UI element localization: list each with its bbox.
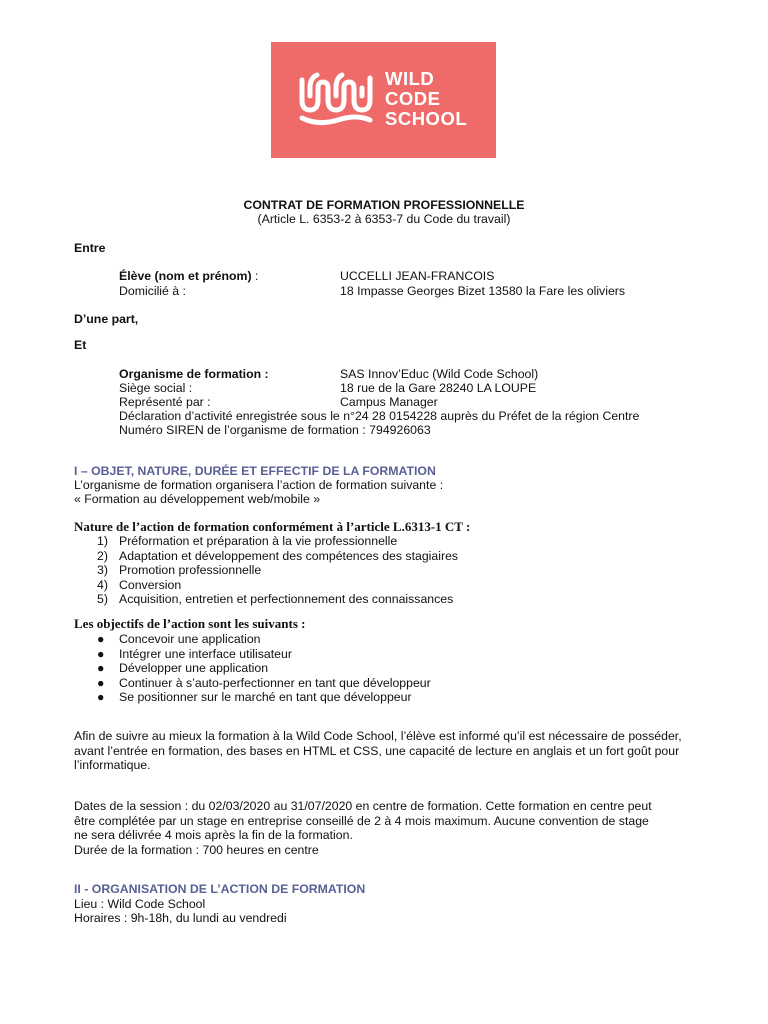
dates-line-3: ne sera délivrée 4 mois après la fin de la formation. <box>74 828 353 842</box>
logo-wordmark <box>385 69 467 129</box>
objectifs-list <box>97 632 431 705</box>
list-item: 1) Préformation et préparation à la vie professionnelle <box>97 534 398 548</box>
represente-value: Campus Manager <box>340 395 438 409</box>
list-item: ● Intégrer une interface utilisateur <box>97 646 292 661</box>
prerequisites-paragraph: Afin de suivre au mieux la formation à la Wild Code School, l’élève est informé qu’il est nécessaire de posséder, avant l’entrée en formation, des bases en HTML et CSS, une capacité de lecture en anglais et un fort goût pour l’informatique. <box>74 729 682 772</box>
horaires-line: Horaires : 9h-18h, du lundi au vendredi <box>74 911 287 925</box>
declaration-line: Déclaration d’activité enregistrée sous le n°24 28 0154228 auprès du Préfet de la région Centre <box>119 409 640 423</box>
dune-part-label: D’une part, <box>74 312 139 326</box>
student-address-value: 18 Impasse Georges Bizet 13580 la Fare les oliviers <box>340 284 626 298</box>
student-name-value: UCCELLI JEAN-FRANCOIS <box>340 269 495 283</box>
section-1-line-1: L’organisme de formation organisera l’action de formation suivante : <box>74 478 444 492</box>
student-address-label: Domicilié à : <box>119 284 186 298</box>
organisme-label: Organisme de formation : <box>119 367 269 381</box>
logo-line-3: SCHOOL <box>385 108 468 129</box>
duree-line: Durée de la formation : 700 heures en centre <box>74 843 319 857</box>
list-item: ● Se positionner sur le marché en tant que développeur <box>97 690 412 704</box>
list-item: 5) Acquisition, entretien et perfectionnement des connaissances <box>97 592 454 606</box>
contract-subtitle: (Article L. 6353-2 à 6353-7 du Code du travail) <box>257 212 511 226</box>
section-2-heading: II - ORGANISATION DE L’ACTION DE FORMATION <box>74 882 366 896</box>
nature-list <box>97 534 458 607</box>
bullet-icon: ● <box>97 646 105 661</box>
bullet-icon: ● <box>97 661 105 675</box>
bullet-icon: ● <box>97 632 105 646</box>
contract-title: CONTRAT DE FORMATION PROFESSIONNELLE <box>243 198 525 212</box>
organisme-value: SAS Innov’Educ (Wild Code School) <box>340 367 539 381</box>
list-item: ● Développer une application <box>97 661 269 675</box>
entre-label: Entre <box>74 241 106 255</box>
list-item: ● Concevoir une application <box>97 632 261 646</box>
lieu-line: Lieu : Wild Code School <box>74 897 206 911</box>
list-item: 4) Conversion <box>97 577 182 592</box>
dates-line-1: Dates de la session : du 02/03/2020 au 31/07/2020 en centre de formation. Cette formation en centre peut <box>74 799 652 813</box>
wild-code-school-logo <box>271 42 496 158</box>
siren-line: Numéro SIREN de l’organisme de formation : 794926063 <box>119 423 431 437</box>
logo-line-2: CODE <box>385 88 441 109</box>
nature-heading: Nature de l’action de formation conformément à l’article L.6313-1 CT : <box>74 519 471 534</box>
student-name-label-text: Élève (nom et prénom) <box>119 269 252 283</box>
section-1-heading: I – OBJET, NATURE, DURÉE ET EFFECTIF DE LA FORMATION <box>74 464 436 478</box>
list-item: 3) Promotion professionnelle <box>97 563 262 577</box>
section-1-line-2: « Formation au développement web/mobile » <box>74 492 321 506</box>
dates-line-2: être complétée par un stage en entreprise conseillé de 2 à 4 mois maximum. Aucune convention de stage <box>74 814 649 828</box>
et-label: Et <box>74 338 87 352</box>
wcs-wave-icon <box>298 70 380 130</box>
siege-value: 18 rue de la Gare 28240 LA LOUPE <box>340 381 537 395</box>
student-name-label <box>119 269 258 284</box>
bullet-icon: ● <box>97 690 105 704</box>
list-item: 2) Adaptation et développement des compétences des stagiaires <box>97 548 459 563</box>
bullet-icon: ● <box>97 675 105 690</box>
represente-label: Représenté par : <box>119 395 211 409</box>
logo-line-1: WILD <box>385 68 435 89</box>
student-name-colon: : <box>251 269 259 283</box>
siege-label: Siège social : <box>119 381 193 395</box>
list-item: ● Continuer à s’auto-perfectionner en tant que développeur <box>97 675 431 690</box>
objectifs-heading: Les objectifs de l’action sont les suivants : <box>74 616 306 631</box>
